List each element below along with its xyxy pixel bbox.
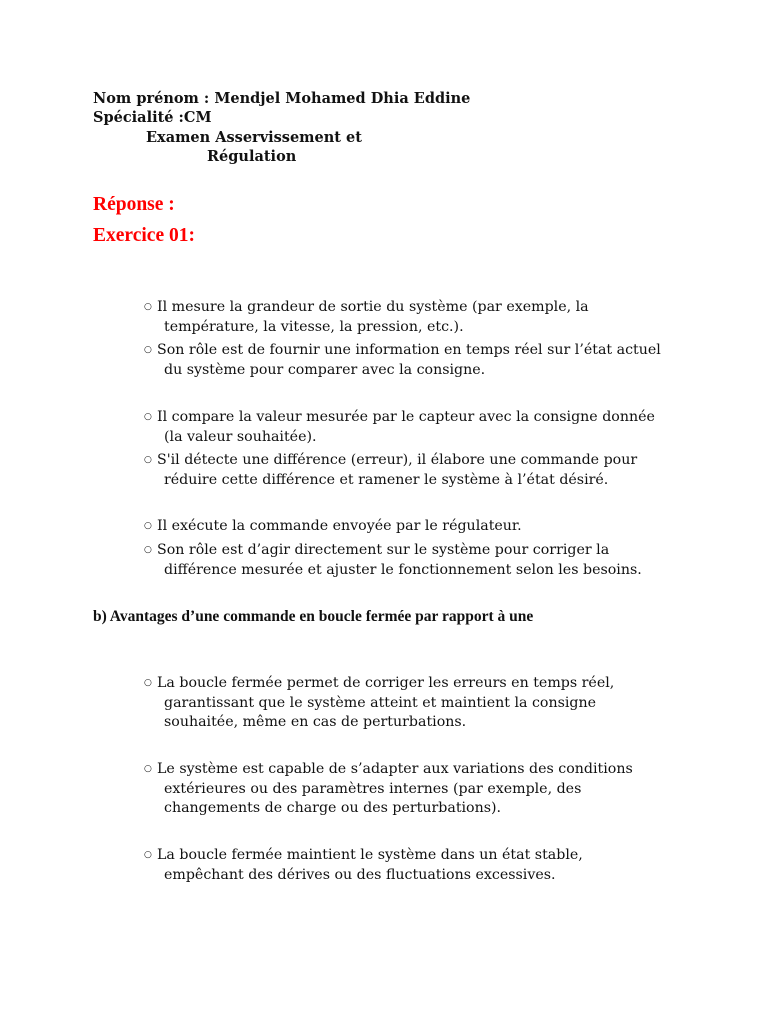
list-item (144, 674, 684, 733)
list-item (144, 846, 684, 885)
bullet-line: Il exécute la commande envoyée par le régulateur. (157, 518, 522, 534)
list-item (144, 760, 684, 819)
bullet-circle-icon: ○ (144, 412, 152, 422)
bullet-circle-icon: ○ (144, 302, 152, 312)
list-item (144, 408, 684, 447)
bullet-line: réduire cette différence et ramener le système à l’état désiré. (164, 471, 609, 488)
list-item (144, 541, 684, 580)
list-item (144, 451, 684, 490)
bullet-line: extérieures ou des paramètres internes (par exemple, des (164, 780, 582, 797)
speciality-line: Spécialité :CM (93, 109, 212, 126)
bullet-circle-icon: ○ (144, 850, 152, 860)
bullet-line: S'il détecte une différence (erreur), il élabore une commande pour (157, 452, 638, 468)
bullet-circle-icon: ○ (144, 521, 152, 531)
bullet-line: du système pour comparer avec la consigne. (164, 361, 486, 378)
bullet-line: Le système est capable de s’adapter aux variations des conditions (157, 761, 633, 777)
bullet-line: La boucle fermée permet de corriger les erreurs en temps réel, (157, 675, 615, 691)
bullet-line: température, la vitesse, la pression, etc.). (164, 318, 464, 335)
bullet-circle-icon: ○ (144, 678, 152, 688)
bullet-line: empêchant des dérives ou des fluctuations excessives. (164, 866, 556, 883)
list-item (144, 517, 684, 537)
section-b-heading: b) Avantages d’une commande en boucle fermée par rapport à une (93, 608, 534, 625)
list-item (144, 298, 684, 337)
bullet-circle-icon: ○ (144, 345, 152, 355)
bullet-line: La boucle fermée maintient le système dans un état stable, (157, 847, 583, 863)
exercice-heading: Exercice 01: (93, 225, 195, 246)
reponse-heading: Réponse : (93, 194, 175, 215)
bullet-line: (la valeur souhaitée). (164, 428, 317, 445)
exam-title-line-1: Examen Asservissement et (146, 129, 362, 146)
bullet-circle-icon: ○ (144, 764, 152, 774)
student-name-line: Nom prénom : Mendjel Mohamed Dhia Eddine (93, 90, 471, 107)
bullet-circle-icon: ○ (144, 545, 152, 555)
bullet-line: Son rôle est de fournir une information en temps réel sur l’état actuel (157, 342, 661, 358)
bullet-line: Il mesure la grandeur de sortie du système (par exemple, la (157, 299, 589, 315)
exam-title-line-2: Régulation (207, 148, 297, 165)
list-item (144, 341, 684, 380)
bullet-line: changements de charge ou des perturbations). (164, 800, 502, 816)
bullet-circle-icon: ○ (144, 455, 152, 465)
bullet-line: garantissant que le système atteint et maintient la consigne (164, 694, 597, 711)
bullet-line: Il compare la valeur mesurée par le capteur avec la consigne donnée (157, 409, 655, 425)
bullet-line: Son rôle est d’agir directement sur le système pour corriger la (157, 542, 610, 558)
bullet-line: souhaitée, même en cas de perturbations. (164, 714, 467, 730)
bullet-line: différence mesurée et ajuster le fonctionnement selon les besoins. (164, 561, 642, 578)
